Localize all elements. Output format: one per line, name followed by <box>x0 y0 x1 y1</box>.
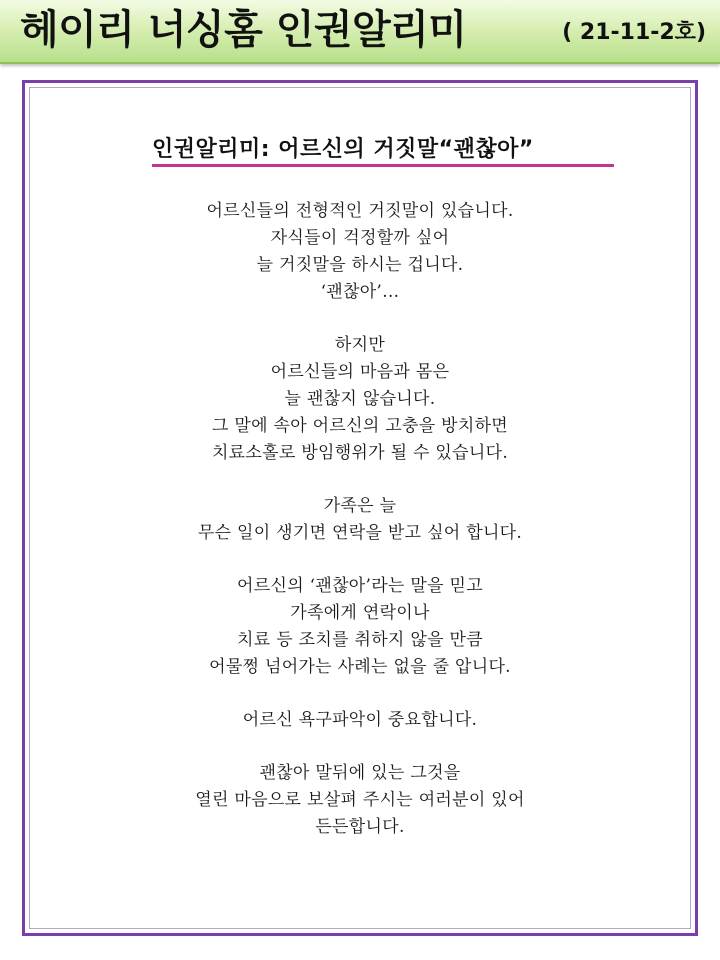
paragraph <box>40 760 680 841</box>
text-line: 치료 등 조치를 취하지 않을 만큼 <box>237 630 483 650</box>
text-line: 어르신들의 전형적인 거짓말이 있습니다. <box>206 201 514 221</box>
text-line: 어르신의 ‘괜찮아’라는 말을 믿고 <box>237 576 483 596</box>
text-line: 괜찮아 말뒤에 있는 그것을 <box>259 763 461 783</box>
text-line: 가족에게 연락이나 <box>290 603 430 623</box>
text-line: 자식들이 걱정할까 싶어 <box>270 228 450 248</box>
text-line: 그 말에 속아 어르신의 고충을 방치하면 <box>211 416 509 436</box>
text-line: 열린 마음으로 보살펴 주시는 여러분이 있어 <box>195 790 525 810</box>
paragraph <box>40 198 680 306</box>
text-line: 어르신 욕구파악이 중요합니다. <box>242 710 478 730</box>
text-line: 가족은 늘 <box>323 496 397 516</box>
header-title: 헤이리 너싱홈 인권알리미 <box>20 7 467 53</box>
title-underline <box>152 164 614 167</box>
document-title: 인권알리미: 어르신의 거짓말“괜찮아” <box>152 137 534 162</box>
text-line: 치료소홀로 방임행위가 될 수 있습니다. <box>211 443 509 463</box>
paragraph <box>40 573 680 681</box>
paragraph <box>40 493 680 547</box>
text-line: 늘 거짓말을 하시는 겁니다. <box>256 255 464 275</box>
text-line: 무슨 일이 생기면 연락을 받고 싶어 합니다. <box>197 523 523 543</box>
issue-number: ( 21-11-2호) <box>562 20 706 45</box>
text-line: 어르신들의 마음과 몸은 <box>270 362 450 382</box>
text-line: 어물쩡 넘어가는 사례는 없을 줄 압니다. <box>209 657 511 677</box>
document-body <box>40 198 680 867</box>
paragraph <box>40 332 680 467</box>
text-line: 늘 괜찮지 않습니다. <box>284 389 436 409</box>
header-banner <box>0 0 720 64</box>
paragraph <box>40 707 680 734</box>
text-line: 든든합니다. <box>315 817 405 837</box>
text-line: ‘괜찮아’… <box>320 282 400 302</box>
text-line: 하지만 <box>334 335 386 355</box>
